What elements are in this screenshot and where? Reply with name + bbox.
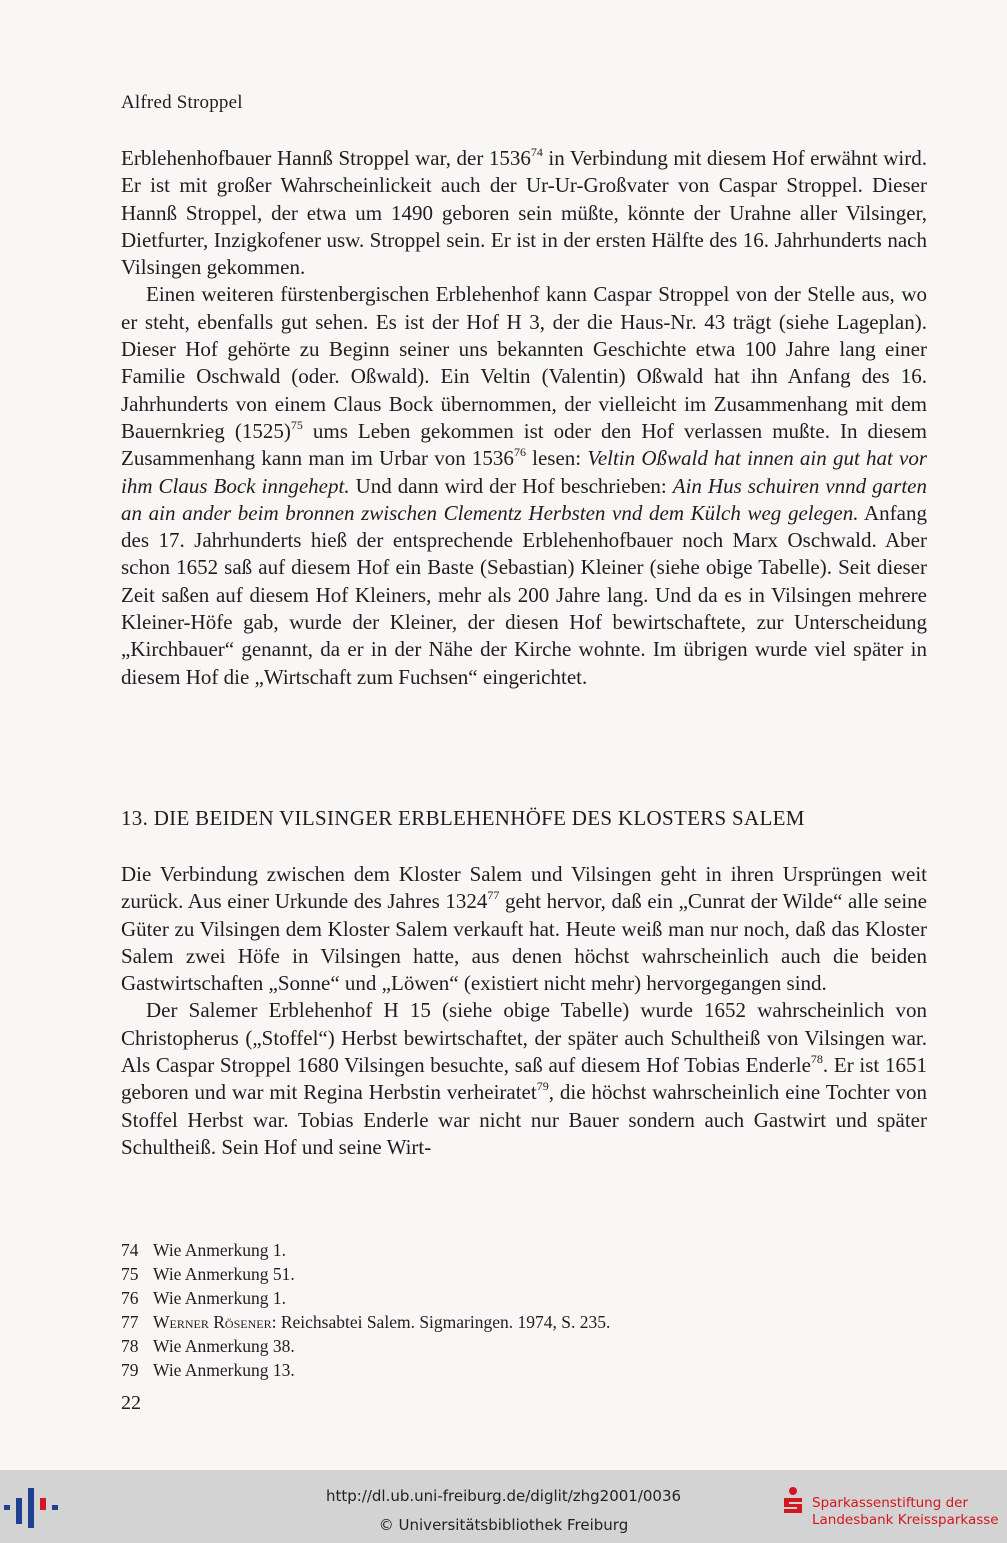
footnote-text: Wie Anmerkung 1. <box>153 1240 286 1260</box>
footnote-number: 74 <box>121 1240 139 1260</box>
footnote-ref[interactable]: 77 <box>487 888 500 903</box>
footnote-number: 78 <box>121 1336 139 1356</box>
section-heading: 13. DIE BEIDEN VILSINGER ERBLEHENHÖFE DES KLOSTERS SALEM <box>121 806 805 830</box>
footnote-number: 77 <box>121 1312 139 1332</box>
footer-bar <box>0 1470 1007 1543</box>
page-number: 22 <box>121 1392 141 1414</box>
paragraph: Der Salemer Erblehenhof H 15 (siehe obige Tabelle) wurde 1652 wahrscheinlich von Christopherus („Stoffel“) Herbst bewirtschaftet, der später auch Schultheiß von Vilsingen war. Als Caspar Stroppel 1680 Vilsingen besuchte, saß auf diesem Hof Tobias Enderle$^{78}$. Er ist 1651 geboren und war mit Regina Herbstin verheiratet$^{79}$, die höchst wahrscheinlich eine Tochter von Stoffel Herbst war. Tobias Enderle war nicht nur Bauer sondern auch Gastwirt und später Schultheiß. Sein Hof und seine Wirt- <box>121 998 927 1159</box>
sparkasse-logo-icon <box>780 1486 806 1514</box>
footnotes <box>121 1238 927 1382</box>
sponsor-line-2: Landesbank Kreissparkasse <box>812 1512 999 1528</box>
footnote-text: Wie Anmerkung 51. <box>153 1264 295 1284</box>
quotation: Veltin Oßwald hat innen ain gut hat vor ihm Claus Bock inngehept. <box>121 446 928 498</box>
paragraph: Einen weiteren fürstenbergischen Erblehenhof kann Caspar Stroppel von der Stelle aus, wo er steht, ebenfalls gut sehen. Es ist der Hof H 3, der die Haus-Nr. 43 trägt (siehe Lageplan). Dieser Hof gehörte zu Beginn seiner uns bekannten Geschichte etwa 100 Jahre lang einer Familie Oschwald (oder. Oßwald). Ein Veltin (Valentin) Oßwald hat ihn Anfang des 16. Jahrhunderts von einem Claus Bock übernommen, der vielleicht im Zusammenhang mit dem Bauernkrieg $(1525)^{75}$ ums Leben gekommen ist oder den Hof verlassen mußte. In diesem Zusammenhang kann man im Urbar von 1536$^{76}$ lesen: Veltin Oßwald hat innen ain gut hat vor ihm Claus Bock inngehept. Und dann wird der Hof beschrieben: Ain Hus schuiren vnnd garten an ain ander beim bronnen zwischen Clementz Herbsten vnd dem Külch weg gelegen. Anfang des 17. Jahrhunderts hieß der entsprechende Erblehenhofbauer noch Marx Oschwald. Aber schon 1652 saß auf diesem Hof ein Baste (Sebastian) Kleiner (siehe obige Tabelle). Seit dieser Zeit saßen auf diesem Hof Kleiners, mehr als 200 Jahre lang. Und da es in Vilsingen mehrere Kleiner-Höfe gab, wurde der Kleiner, der diesen Hof bewirtschaftete, zur Unterscheidung „Kirchbauer“ genannt, da er in der Nähe der Kirche wohnte. Im übrigen wurde viel später in diesem Hof die „Wirtschaft zum Fuchsen“ eingerichtet. <box>121 282 928 689</box>
footnote <box>121 1334 927 1358</box>
footnote-ref[interactable]: 78 <box>810 1052 823 1067</box>
permalink[interactable]: http://dl.ub.uni-freiburg.de/diglit/zhg2001/0036 <box>325 1487 682 1505</box>
footnote <box>121 1238 927 1262</box>
footnote-ref[interactable]: 76 <box>513 445 526 460</box>
quotation: Ain Hus schuiren vnnd garten an ain ander beim bronnen zwischen Clementz Herbsten vnd dem Külch weg gelegen. <box>121 473 927 525</box>
footnote-text: Wie Anmerkung 38. <box>153 1336 295 1356</box>
footnote-number: 79 <box>121 1360 139 1380</box>
footnote-ref[interactable]: 75 <box>290 417 303 432</box>
sponsor[interactable] <box>780 1486 1002 1532</box>
text-block-2 <box>121 861 927 1161</box>
footnote <box>121 1358 927 1382</box>
footnote <box>121 1310 927 1334</box>
text-block-1 <box>121 145 927 691</box>
running-head: Alfred Stroppel <box>121 92 243 113</box>
footnote <box>121 1286 927 1310</box>
sponsor-line-1: Sparkassenstiftung der <box>812 1495 969 1511</box>
footnote-text: Wie Anmerkung 1. <box>153 1288 286 1308</box>
footnote <box>121 1262 927 1286</box>
copyright-notice: © Universitätsbibliothek Freiburg <box>378 1516 629 1534</box>
footnote-number: 76 <box>121 1288 139 1308</box>
footnote-text: Wie Anmerkung 13. <box>153 1360 295 1380</box>
footnote-number: 75 <box>121 1264 139 1284</box>
footnote-ref[interactable]: 79 <box>536 1079 549 1094</box>
footnote-ref[interactable]: 74 <box>530 145 543 159</box>
paragraph: Erblehenhofbauer Hannß Stroppel war, der 1536$^{74}$ in Verbindung mit diesem Hof erwähnt wird. Er ist mit großer Wahrscheinlickeit auch der Ur-Ur-Großvater von Caspar Stroppel. Dieser Hannß Stroppel, der etwa um 1490 geboren sein müßte, könnte der Urahne aller Vilsinger, Dietfurter, Inzigkofener usw. Stroppel sein. Er ist in der ersten Hälfte des 16. Jahrhunderts nach Vilsingen gekommen. <box>121 145 928 280</box>
footnote-author: Werner Rösener <box>153 1312 272 1332</box>
footnote-text: : Reichsabtei Salem. Sigmaringen. 1974, S. 235. <box>271 1312 611 1332</box>
paragraph: Die Verbindung zwischen dem Kloster Salem und Vilsingen geht in ihren Ursprüngen weit zurück. Aus einer Urkunde des Jahres 1324$^{77}$ geht hervor, daß ein „Cunrat der Wilde“ alle seine Güter zu Vilsingen dem Kloster Salem verkauft hat. Heute weiß man nur noch, daß das Kloster Salem zwei Höfe in Vilsingen hatte, aus denen höchst wahrscheinlich auch die beiden Gastwirtschaften „Sonne“ und „Löwen“ (existiert nicht mehr) hervorgegangen sind. <box>121 862 927 996</box>
